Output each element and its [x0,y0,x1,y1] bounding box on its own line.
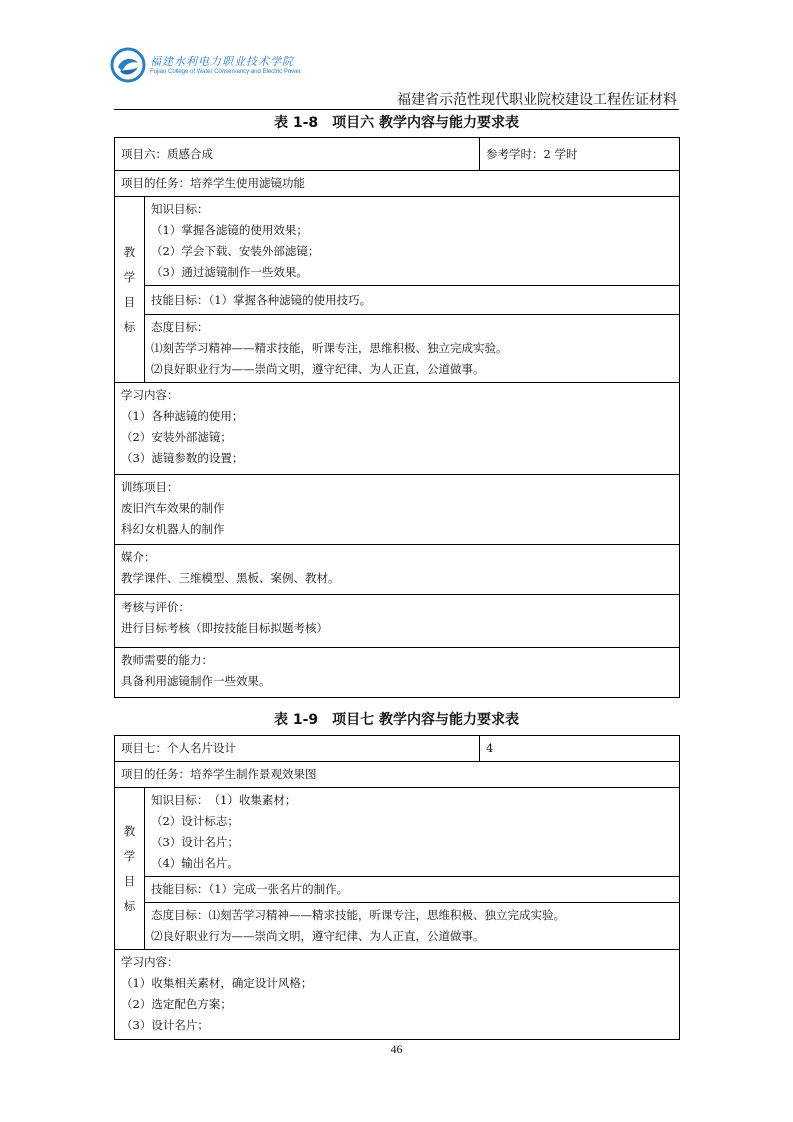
table1-attitude-cell: 态度目标： ⑴刻苦学习精神——精求技能，听课专注，思维积极、独立完成实验。 ⑵良好职业行为——崇尚文明，遵守纪律、为人正直，公道做事。 [145,315,680,383]
table1-attitude-row [115,315,680,383]
table1-content-cell: 学习内容： （1）各种滤镜的使用； （2）安装外部滤镜； （3）滤镜参数的设置； [115,383,680,475]
table2-attitude-row [115,903,680,950]
table2-task-cell: 项目的任务：培养学生制作景观效果图 [115,762,680,788]
table1-skill-row [115,286,680,315]
table1-media-row [115,545,680,595]
logo-chinese-name: 福建水利电力职业技术学院 [150,55,294,68]
table1-media-cell: 媒介： 教学课件、三维模型、黑板、案例、教材。 [115,545,680,595]
table2 [114,735,680,1040]
table1-task-row [115,171,680,197]
table1-assessment-row [115,595,680,648]
table1-training-row [115,475,680,545]
header-rule [114,109,679,110]
table2-skill-cell: 技能目标：（1）完成一张名片的制作。 [145,877,680,903]
header-title: 福建省示范性现代职业院校建设工程佐证材料 [397,92,677,108]
table1-caption: 表 1-8 项目六 教学内容与能力要求表 [273,115,520,131]
table2-task-row [115,762,680,788]
table2-attitude-cell: 态度目标：⑴刻苦学习精神——精求技能，听课专注，思维积极、独立完成实验。 ⑵良好职业行为——崇尚文明，遵守纪律、为人正直，公道做事。 [145,903,680,950]
table2-project-row [115,736,680,762]
table2-side-label: 教 学 目 标 [115,788,145,950]
table2-project-cell: 项目七：个人名片设计 [115,736,480,762]
table1-project-row [115,138,680,171]
table1-content-row [115,383,680,475]
table1-project-cell: 项目六：质感合成 [115,138,480,171]
table1-task-cell: 项目的任务：培养学生使用滤镜功能 [115,171,680,197]
table1 [114,137,680,698]
table1-side-label: 教 学 目 标 [115,197,145,383]
page-number: 46 [390,1042,403,1056]
table2-hours-cell: 4 [480,736,680,762]
table1-hours-cell: 参考学时：2 学时 [480,138,680,171]
table2-content-row [115,950,680,1040]
table2-caption: 表 1-9 项目七 教学内容与能力要求表 [273,712,520,728]
college-logo [110,47,300,87]
table1-training-cell: 训练项目： 废旧汽车效果的制作 科幻女机器人的制作 [115,475,680,545]
table1-knowledge-row [115,197,680,286]
table1-teacher-row [115,648,680,698]
table1-teacher-cell: 教师需要的能力： 具备利用滤镜制作一些效果。 [115,648,680,698]
logo-english-name: Fujian College of Water Conservancy and Electric Power [150,69,301,75]
table2-knowledge-row [115,788,680,877]
college-emblem-icon [110,47,146,83]
table1-assessment-cell: 考核与评价： 进行目标考核（即按技能目标拟题考核） [115,595,680,648]
table2-knowledge-cell: 知识目标： （1）收集素材； （2）设计标志； （3）设计名片； （4）输出名片。 [145,788,680,877]
table1-knowledge-cell: 知识目标： （1）掌握各滤镜的使用效果； （2）学会下载、安装外部滤镜； （3）通过滤镜制作一些效果。 [145,197,680,286]
table1-skill-cell: 技能目标：（1）掌握各种滤镜的使用技巧。 [145,286,680,315]
table2-skill-row [115,877,680,903]
table2-content-cell: 学习内容： （1）收集相关素材，确定设计风格； （2）选定配色方案； （3）设计名片； [115,950,680,1040]
